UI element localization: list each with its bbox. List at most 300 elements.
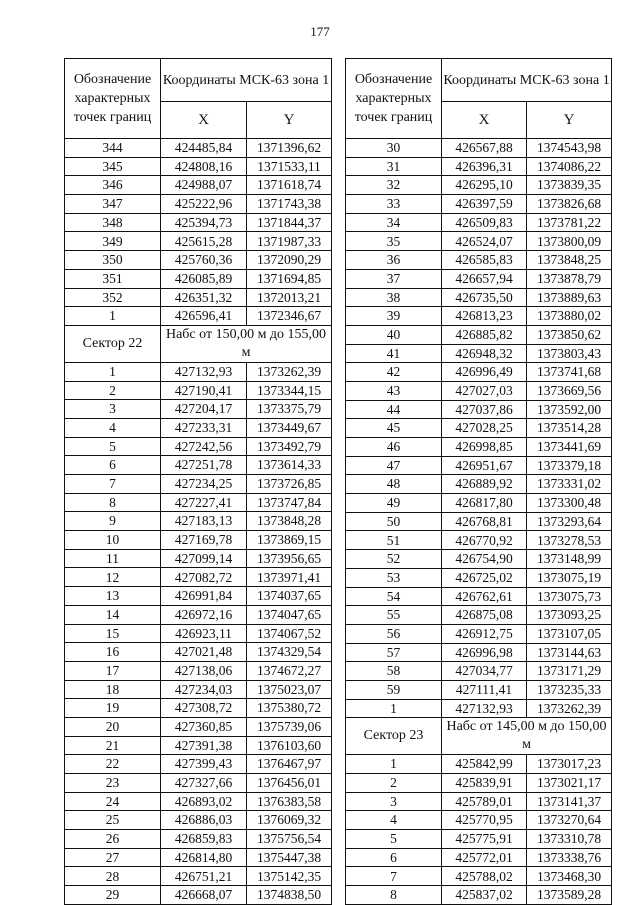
coord-y: 1375756,54 <box>247 830 332 849</box>
table-row <box>65 755 332 774</box>
table-row <box>65 624 332 643</box>
coord-x: 424808,16 <box>161 157 247 176</box>
coord-y: 1373441,69 <box>527 438 612 457</box>
table-row <box>65 699 332 718</box>
table-row <box>346 307 612 326</box>
coord-x: 426923,11 <box>161 624 247 643</box>
coord-x: 426996,98 <box>442 643 527 662</box>
point-id: 43 <box>346 381 442 400</box>
coord-y: 1373869,15 <box>247 531 332 550</box>
point-id: 17 <box>65 661 161 680</box>
point-id: 345 <box>65 157 161 176</box>
table-row <box>346 456 612 475</box>
point-id: 21 <box>65 736 161 755</box>
table-row <box>346 811 612 830</box>
coord-y: 1373262,39 <box>247 362 332 381</box>
table-row <box>65 830 332 849</box>
coord-y: 1375739,06 <box>247 717 332 736</box>
coord-y: 1374543,98 <box>527 139 612 158</box>
coord-y: 1373468,30 <box>527 867 612 886</box>
sector-height-note: Набс от 145,00 м до 150,00 м <box>442 718 612 755</box>
coord-x: 427099,14 <box>161 549 247 568</box>
coord-x: 427242,56 <box>161 437 247 456</box>
point-id: 352 <box>65 288 161 307</box>
table-row <box>65 736 332 755</box>
header-coordinates: Координаты МСК-63 зона 1 <box>161 59 332 102</box>
point-id: 6 <box>346 848 442 867</box>
coord-y: 1374086,22 <box>527 157 612 176</box>
page-number: 177 <box>310 24 330 39</box>
coord-x: 426972,16 <box>161 605 247 624</box>
coord-x: 427037,86 <box>442 400 527 419</box>
coord-y: 1374329,54 <box>247 643 332 662</box>
table-row <box>346 699 612 718</box>
table-row <box>65 774 332 793</box>
coord-x: 426668,07 <box>161 886 247 905</box>
coord-x: 425775,91 <box>442 830 527 849</box>
coord-x: 426725,02 <box>442 568 527 587</box>
coord-y: 1373741,68 <box>527 363 612 382</box>
coord-x: 426998,85 <box>442 438 527 457</box>
header-coordinates: Координаты МСК-63 зона 1 <box>442 59 612 102</box>
point-id: 32 <box>346 176 442 195</box>
table-row <box>346 830 612 849</box>
point-id: 4 <box>346 811 442 830</box>
coord-x: 427169,78 <box>161 531 247 550</box>
coord-x: 425760,36 <box>161 251 247 270</box>
coord-y: 1373270,64 <box>527 811 612 830</box>
coord-x: 427399,43 <box>161 755 247 774</box>
table-row <box>65 549 332 568</box>
point-id: 46 <box>346 438 442 457</box>
header-x: X <box>442 102 527 139</box>
table-row <box>346 157 612 176</box>
table-row <box>65 157 332 176</box>
table-row <box>346 792 612 811</box>
coord-y: 1373956,65 <box>247 549 332 568</box>
coord-y: 1375447,38 <box>247 848 332 867</box>
table-row <box>65 475 332 494</box>
point-id: 3 <box>346 792 442 811</box>
point-id: 3 <box>65 400 161 419</box>
coord-y: 1372013,21 <box>247 288 332 307</box>
coord-x: 426893,02 <box>161 792 247 811</box>
coord-x: 426889,92 <box>442 475 527 494</box>
point-id: 16 <box>65 643 161 662</box>
coord-y: 1376467,97 <box>247 755 332 774</box>
table-row <box>346 624 612 643</box>
point-id: 51 <box>346 531 442 550</box>
coord-x: 427308,72 <box>161 699 247 718</box>
coord-y: 1374067,52 <box>247 624 332 643</box>
table-row <box>65 512 332 531</box>
table-row <box>65 269 332 288</box>
coord-y: 1373075,19 <box>527 568 612 587</box>
point-id: 351 <box>65 269 161 288</box>
coord-x: 427111,41 <box>442 680 527 699</box>
coord-x: 427204,17 <box>161 400 247 419</box>
coord-x: 426396,31 <box>442 157 527 176</box>
point-id: 55 <box>346 606 442 625</box>
point-id: 1 <box>346 755 442 774</box>
point-id: 1 <box>65 307 161 326</box>
coord-x: 426886,03 <box>161 811 247 830</box>
coord-y: 1372090,29 <box>247 251 332 270</box>
coord-x: 427138,06 <box>161 661 247 680</box>
header-point-label: Обозначение характерных точек границ <box>346 59 442 139</box>
point-id: 49 <box>346 494 442 513</box>
coord-x: 426596,41 <box>161 307 247 326</box>
coord-x: 425837,02 <box>442 886 527 905</box>
coord-y: 1373514,28 <box>527 419 612 438</box>
table-row <box>346 494 612 513</box>
point-id: 344 <box>65 139 161 158</box>
coord-x: 427027,03 <box>442 381 527 400</box>
coord-x: 426085,89 <box>161 269 247 288</box>
table-row <box>65 232 332 251</box>
table-row <box>65 886 332 905</box>
table-row <box>65 717 332 736</box>
table-row <box>346 269 612 288</box>
coord-y: 1371694,85 <box>247 269 332 288</box>
table-row <box>346 419 612 438</box>
coord-y: 1373017,23 <box>527 755 612 774</box>
point-id: 34 <box>346 213 442 232</box>
coord-x: 425222,96 <box>161 195 247 214</box>
coord-y: 1371987,33 <box>247 232 332 251</box>
coord-y: 1376456,01 <box>247 774 332 793</box>
table-row <box>346 774 612 793</box>
header-y: Y <box>247 102 332 139</box>
coord-x: 424988,07 <box>161 176 247 195</box>
point-id: 28 <box>65 867 161 886</box>
coord-x: 424485,84 <box>161 139 247 158</box>
coord-x: 427190,41 <box>161 381 247 400</box>
coord-y: 1373262,39 <box>527 699 612 718</box>
coord-x: 425788,02 <box>442 867 527 886</box>
coord-y: 1373878,79 <box>527 269 612 288</box>
table-row <box>65 288 332 307</box>
table-row <box>65 456 332 475</box>
table-row <box>346 867 612 886</box>
point-id: 41 <box>346 344 442 363</box>
coord-x: 425394,73 <box>161 213 247 232</box>
table-row <box>346 848 612 867</box>
coord-x: 427360,85 <box>161 717 247 736</box>
point-id: 50 <box>346 512 442 531</box>
header-y: Y <box>527 102 612 139</box>
coord-y: 1373148,99 <box>527 550 612 569</box>
coord-x: 427034,77 <box>442 662 527 681</box>
table-row <box>65 680 332 699</box>
coord-x: 426351,32 <box>161 288 247 307</box>
header-point-label: Обозначение характерных точек границ <box>65 59 161 139</box>
point-id: 2 <box>346 774 442 793</box>
coord-y: 1373093,25 <box>527 606 612 625</box>
table-row <box>346 568 612 587</box>
coord-y: 1373144,63 <box>527 643 612 662</box>
coord-x: 425789,01 <box>442 792 527 811</box>
table-row <box>65 418 332 437</box>
point-id: 22 <box>65 755 161 774</box>
table-row <box>65 792 332 811</box>
header-x: X <box>161 102 247 139</box>
point-id: 53 <box>346 568 442 587</box>
sector-height-note: Набс от 150,00 м до 155,00 м <box>161 325 332 362</box>
table-row <box>346 587 612 606</box>
point-id: 349 <box>65 232 161 251</box>
point-id: 30 <box>346 139 442 158</box>
table-row <box>346 662 612 681</box>
coord-x: 426762,61 <box>442 587 527 606</box>
table-row <box>346 344 612 363</box>
table-row <box>65 493 332 512</box>
point-id: 346 <box>65 176 161 195</box>
coord-x: 426813,23 <box>442 307 527 326</box>
coord-x: 427028,25 <box>442 419 527 438</box>
point-id: 31 <box>346 157 442 176</box>
table-row <box>65 213 332 232</box>
coord-x: 426509,83 <box>442 213 527 232</box>
coord-x: 427021,48 <box>161 643 247 662</box>
table-row <box>65 139 332 158</box>
point-id: 5 <box>346 830 442 849</box>
coord-y: 1373589,28 <box>527 886 612 905</box>
point-id: 9 <box>65 512 161 531</box>
table-row <box>65 400 332 419</box>
point-id: 40 <box>346 325 442 344</box>
table-row <box>346 363 612 382</box>
coord-y: 1371533,11 <box>247 157 332 176</box>
table-row <box>346 139 612 158</box>
table-row <box>65 867 332 886</box>
point-id: 13 <box>65 587 161 606</box>
table-row <box>346 550 612 569</box>
point-id: 1 <box>346 699 442 718</box>
coord-y: 1376103,60 <box>247 736 332 755</box>
point-id: 27 <box>65 848 161 867</box>
coord-y: 1371844,37 <box>247 213 332 232</box>
table-row <box>65 307 332 326</box>
coord-x: 426875,08 <box>442 606 527 625</box>
coord-x: 426912,75 <box>442 624 527 643</box>
table-body-left <box>65 139 332 905</box>
table-row <box>346 475 612 494</box>
coord-y: 1373889,63 <box>527 288 612 307</box>
coord-y: 1373826,68 <box>527 195 612 214</box>
coord-y: 1373747,84 <box>247 493 332 512</box>
coord-x: 427132,93 <box>161 362 247 381</box>
point-id: 15 <box>65 624 161 643</box>
table-row <box>65 195 332 214</box>
coord-x: 427233,31 <box>161 418 247 437</box>
coord-y: 1373848,25 <box>527 251 612 270</box>
coord-y: 1373880,02 <box>527 307 612 326</box>
point-id: 2 <box>65 381 161 400</box>
point-id: 14 <box>65 605 161 624</box>
coord-x: 426948,32 <box>442 344 527 363</box>
coord-x: 426817,80 <box>442 494 527 513</box>
coord-y: 1376069,32 <box>247 811 332 830</box>
point-id: 23 <box>65 774 161 793</box>
coord-y: 1376383,58 <box>247 792 332 811</box>
coord-y: 1373449,67 <box>247 418 332 437</box>
point-id: 59 <box>346 680 442 699</box>
coord-y: 1373614,33 <box>247 456 332 475</box>
table-row <box>65 661 332 680</box>
coord-x: 427327,66 <box>161 774 247 793</box>
point-id: 33 <box>346 195 442 214</box>
point-id: 8 <box>65 493 161 512</box>
table-body-right <box>346 139 612 905</box>
table-row <box>346 606 612 625</box>
coord-y: 1373141,37 <box>527 792 612 811</box>
point-id: 58 <box>346 662 442 681</box>
coord-y: 1373592,00 <box>527 400 612 419</box>
coord-y: 1373492,79 <box>247 437 332 456</box>
coord-y: 1373344,15 <box>247 381 332 400</box>
coord-x: 425772,01 <box>442 848 527 867</box>
coord-y: 1373781,22 <box>527 213 612 232</box>
coord-x: 426585,83 <box>442 251 527 270</box>
table-row <box>346 755 612 774</box>
coord-x: 426567,88 <box>442 139 527 158</box>
sector-label: Сектор 22 <box>65 325 161 362</box>
table-row <box>346 176 612 195</box>
coord-y: 1373235,33 <box>527 680 612 699</box>
coord-x: 426991,84 <box>161 587 247 606</box>
coord-x: 426751,21 <box>161 867 247 886</box>
table-row <box>346 325 612 344</box>
coord-x: 427391,38 <box>161 736 247 755</box>
point-id: 20 <box>65 717 161 736</box>
point-id: 4 <box>65 418 161 437</box>
point-id: 54 <box>346 587 442 606</box>
point-id: 1 <box>65 362 161 381</box>
coord-x: 425615,28 <box>161 232 247 251</box>
point-id: 45 <box>346 419 442 438</box>
coord-y: 1373075,73 <box>527 587 612 606</box>
point-id: 56 <box>346 624 442 643</box>
point-id: 57 <box>346 643 442 662</box>
coord-x: 426397,59 <box>442 195 527 214</box>
table-row <box>346 886 612 905</box>
table-row <box>346 251 612 270</box>
point-id: 347 <box>65 195 161 214</box>
coord-y: 1373171,29 <box>527 662 612 681</box>
table-row <box>65 811 332 830</box>
coord-y: 1373310,78 <box>527 830 612 849</box>
table-row <box>65 848 332 867</box>
coord-y: 1373338,76 <box>527 848 612 867</box>
coord-x: 426735,50 <box>442 288 527 307</box>
point-id: 5 <box>65 437 161 456</box>
coord-y: 1373278,53 <box>527 531 612 550</box>
coord-y: 1374037,65 <box>247 587 332 606</box>
coord-y: 1372346,67 <box>247 307 332 326</box>
point-id: 26 <box>65 830 161 849</box>
coord-y: 1371618,74 <box>247 176 332 195</box>
table-row <box>65 176 332 195</box>
point-id: 42 <box>346 363 442 382</box>
coord-y: 1373726,85 <box>247 475 332 494</box>
coord-x: 427251,78 <box>161 456 247 475</box>
point-id: 24 <box>65 792 161 811</box>
coord-y: 1373848,28 <box>247 512 332 531</box>
coord-x: 426814,80 <box>161 848 247 867</box>
coord-x: 426295,10 <box>442 176 527 195</box>
coord-x: 426859,83 <box>161 830 247 849</box>
coord-y: 1375023,07 <box>247 680 332 699</box>
coord-x: 426768,81 <box>442 512 527 531</box>
sector-label: Сектор 23 <box>346 718 442 755</box>
coord-y: 1371743,38 <box>247 195 332 214</box>
coord-y: 1374838,50 <box>247 886 332 905</box>
point-id: 8 <box>346 886 442 905</box>
coord-y: 1373300,48 <box>527 494 612 513</box>
coord-y: 1373971,41 <box>247 568 332 587</box>
table-row <box>346 400 612 419</box>
coord-x: 426524,07 <box>442 232 527 251</box>
coord-y: 1373331,02 <box>527 475 612 494</box>
coord-x: 427183,13 <box>161 512 247 531</box>
point-id: 7 <box>346 867 442 886</box>
coord-x: 427234,25 <box>161 475 247 494</box>
coord-y: 1373379,18 <box>527 456 612 475</box>
coord-y: 1373850,62 <box>527 325 612 344</box>
coord-y: 1371396,62 <box>247 139 332 158</box>
point-id: 10 <box>65 531 161 550</box>
coord-x: 426996,49 <box>442 363 527 382</box>
table-row <box>346 195 612 214</box>
table-row <box>65 587 332 606</box>
coord-y: 1373839,35 <box>527 176 612 195</box>
coord-y: 1373293,64 <box>527 512 612 531</box>
coord-x: 427132,93 <box>442 699 527 718</box>
coord-y: 1373375,79 <box>247 400 332 419</box>
coord-y: 1373669,56 <box>527 381 612 400</box>
coord-x: 426885,82 <box>442 325 527 344</box>
coord-y: 1373107,05 <box>527 624 612 643</box>
point-id: 38 <box>346 288 442 307</box>
coordinates-table-left <box>64 58 332 905</box>
coord-x: 425770,95 <box>442 811 527 830</box>
point-id: 348 <box>65 213 161 232</box>
point-id: 39 <box>346 307 442 326</box>
coord-x: 427082,72 <box>161 568 247 587</box>
coord-y: 1373803,43 <box>527 344 612 363</box>
point-id: 19 <box>65 699 161 718</box>
table-row <box>65 437 332 456</box>
point-id: 350 <box>65 251 161 270</box>
table-row <box>65 531 332 550</box>
coord-y: 1375380,72 <box>247 699 332 718</box>
coord-x: 425842,99 <box>442 755 527 774</box>
point-id: 6 <box>65 456 161 475</box>
point-id: 36 <box>346 251 442 270</box>
table-row <box>346 531 612 550</box>
table-row <box>65 251 332 270</box>
table-row <box>65 643 332 662</box>
coord-y: 1373021,17 <box>527 774 612 793</box>
coord-x: 427227,41 <box>161 493 247 512</box>
coord-x: 426770,92 <box>442 531 527 550</box>
table-row <box>346 680 612 699</box>
point-id: 35 <box>346 232 442 251</box>
coord-y: 1375142,35 <box>247 867 332 886</box>
coord-y: 1374672,27 <box>247 661 332 680</box>
table-row <box>346 512 612 531</box>
